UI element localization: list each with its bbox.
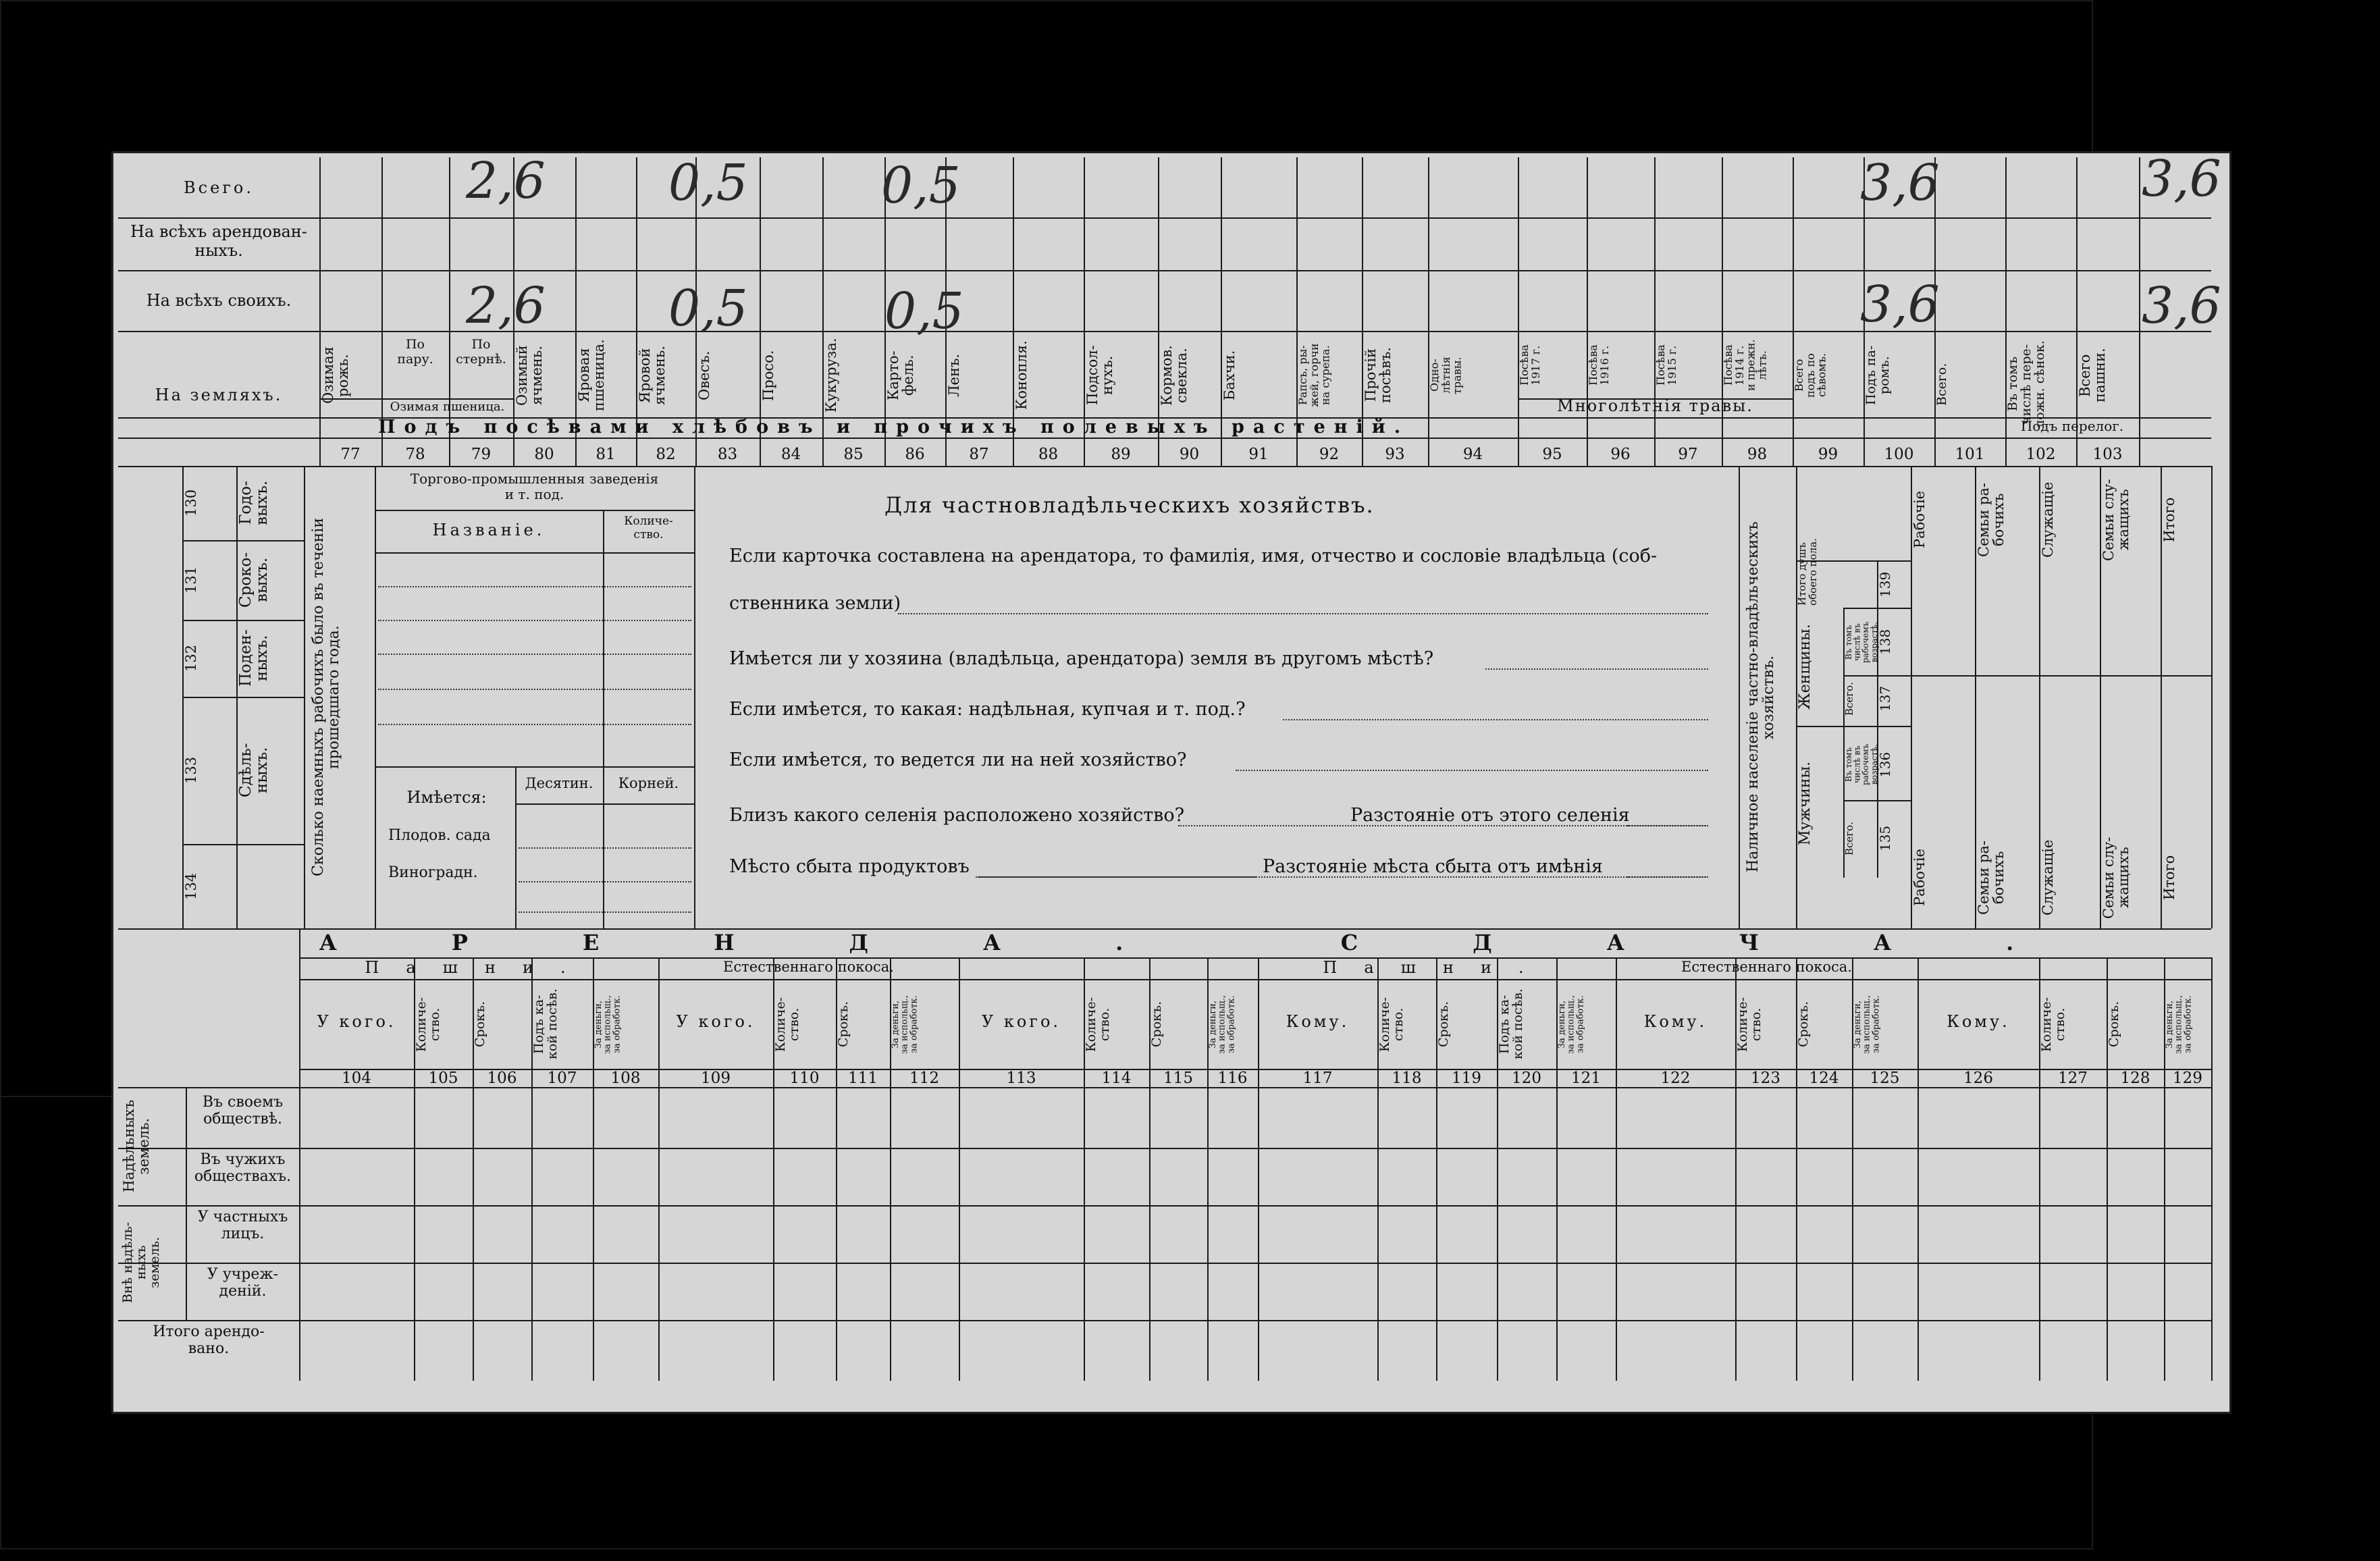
column-label: Прочій посѣвъ. [1363,347,1394,404]
staff-column-header: Итого [2161,497,2177,543]
column-number-95: 95 [1542,446,1562,463]
column-number-123: 123 [1751,1069,1780,1087]
column-label: Озимая рожь. [320,346,352,404]
question-4: Если имѣется, то какая: надѣльная, купчая и т. под.? [729,699,1246,720]
col-138-number: 138 [1877,629,1893,656]
plodov-sada-label: Плодов. сада [388,827,491,844]
column-number-94: 94 [1462,446,1483,463]
column-number-118: 118 [1392,1069,1422,1087]
dotted-fill-line [519,881,691,882]
column-label: Ленъ. [946,354,962,397]
muzhchiny-label: Мужчины. [1797,761,1814,846]
column-label: За деньги, за испольщ., за обработк. [593,995,623,1054]
column-label: Въ томъ числѣ пере- ложн. сѣнок. [2005,340,2047,428]
column-label: Яровая пшеница. [576,339,608,412]
col-135-number: 135 [1877,825,1893,852]
row-label-vsego: Всего. [184,178,254,197]
column-label: За деньги, за испольщ., за обработк. [1208,995,1237,1054]
grid-line [118,438,2211,439]
dotted-fill-line [378,620,691,621]
column-number-119: 119 [1452,1069,1481,1087]
column-label: Кому. [1643,1012,1708,1031]
naemnyh-rabochih-header: Сколько наемныхъ рабочихъ было въ теченіи прошедшаго года. [310,518,343,877]
column-number-103: 103 [2092,446,2123,463]
column-label: Посѣва 1915 г. [1654,344,1678,386]
column-label: Подъ па- ромъ. [1863,345,1892,406]
column-number-99: 99 [1818,446,1839,463]
column-label: Посѣва 1917 г. [1518,344,1542,386]
private-farms-title: Для частновладѣльческихъ хозяйствъ. [884,492,1375,518]
column-number-84: 84 [781,446,801,463]
grid-line [515,803,694,805]
column-number-87: 87 [969,446,989,463]
ozimaya-pshenica-group: Озимая пшеница. [390,400,505,414]
worker-column-label: Сроко- выхъ. [237,552,271,608]
torg-prom-title: Торгово-промышленныя заведенія и т. под. [410,471,659,502]
column-label: Количе- ство. [414,997,442,1052]
column-label: Срокъ. [1149,1001,1164,1048]
imeetsya-label: Имѣется: [406,788,487,807]
worker-column-number: 131 [183,566,199,594]
column-label: Просо. [760,350,776,401]
dotted-fill-line [1236,770,1708,771]
bottom-row-label: У частныхъ лицъ. [197,1209,288,1243]
grid-line [603,510,604,766]
column-number-121: 121 [1571,1069,1601,1087]
dotted-fill-line [378,654,691,655]
staff-column-header: Служащіе [2040,481,2056,558]
col-137-number: 137 [1877,685,1893,712]
column-number-108: 108 [610,1069,641,1087]
dotted-fill-line [1178,825,1344,826]
column-number-97: 97 [1678,446,1698,463]
zhenshchiny-label: Женщины. [1797,624,1814,710]
column-number-105: 105 [428,1069,458,1087]
column-label: Срокъ. [1796,1001,1811,1048]
column-label: Конопля. [1013,340,1030,411]
column-number-113: 113 [1006,1069,1036,1087]
question-5-distance: Разстояніе отъ этого селенія [1350,805,1630,826]
question-6: Близъ какого селенія расположено хозяйство? [729,805,1185,826]
col-138-label: Въ томъ числѣ въ рабочемъ возрастѣ. [1844,621,1879,663]
handwritten-value: 0,5 [668,280,748,338]
dotted-fill-line [1283,719,1708,720]
column-label: Всего пашни. [2077,348,2109,403]
grid-line [694,466,695,928]
vne-nadelnyh-label: Внѣ надѣль- ныхъ земель. [120,1221,162,1304]
column-number-93: 93 [1385,446,1405,463]
column-label: Кому. [1286,1012,1350,1031]
column-number-80: 80 [534,446,554,463]
question-6-distance: Разстояніе мѣста сбыта отъ имѣнія [1263,856,1603,877]
column-number-122: 122 [1660,1069,1691,1087]
bottom-column-divider [2211,957,2213,1381]
col-136-number: 136 [1877,751,1893,778]
grid-line [118,217,2211,219]
dotted-fill-line [378,586,691,587]
column-label: Количе- ство. [1377,997,1406,1052]
arenda-title: АРЕНДА. [319,930,1238,955]
column-label: Количе- ство. [773,997,801,1052]
itogo-arendovano-label: Итого арендо- вано. [153,1323,265,1358]
grid-line [1739,466,1740,928]
grid-line [118,1205,186,1207]
arenda-pashni-group: Пашни. [365,958,593,977]
column-number-77: 77 [340,446,361,463]
bottom-row-label: Въ чужихъ обществахъ. [194,1151,292,1186]
col-139-number: 139 [1877,571,1893,598]
column-number-79: 79 [471,446,492,463]
handwritten-value: 0,5 [668,154,748,212]
column-label: По пару. [397,337,433,367]
handwritten-value: 2,6 [466,277,546,335]
column-label: Одно- лѣтнія травы. [1428,356,1464,394]
sdacha-title: СДАЧА. [1340,930,2129,955]
column-label: Подсол- нухъ. [1084,345,1116,406]
handwritten-value: 3,6 [1860,154,1940,212]
column-label: Срокъ. [1436,1001,1451,1048]
column-label: Озимый ячмень. [514,345,546,406]
row-label-svoih: На всѣхъ своихъ. [146,291,292,310]
worker-column-number: 130 [183,489,199,517]
column-label: Кормов. свекла. [1159,345,1190,406]
column-number-117: 117 [1302,1069,1333,1087]
question-1: Если карточка составлена на арендатора, то фамилія, имя, отчество и сословіе владѣльца (соб- [729,546,1658,566]
column-label: Подъ ка- кой посѣв. [1497,988,1525,1060]
dotted-fill-line [1627,825,1708,826]
column-label: Рапсъ, ры- жей, горчи на сурепа. [1296,343,1332,408]
column-label: Кукуруза. [823,338,839,413]
col-135-label: Всего. [1843,822,1855,855]
row-label-na-zemlyah: На земляхъ. [155,386,283,404]
grid-line [182,844,304,845]
column-number-116: 116 [1217,1069,1248,1087]
vinogradnik-label: Виноградн. [388,864,478,881]
column-label: Количе- ство. [1084,997,1112,1052]
staff-column-header: Семьи слу- жащихъ [2100,479,2132,561]
grid-line [182,620,304,621]
column-label: У кого. [676,1012,756,1031]
dotted-fill-line [1485,668,1708,670]
grid-line [1796,726,1911,727]
question-2: ственника земли) [729,593,901,614]
mnogoletnie-travy-group: Многолѣтнія травы. [1557,396,1753,415]
column-label: По стернѣ. [456,337,506,367]
column-label: Количе- ство. [2039,997,2067,1052]
grid-line [2139,157,2140,466]
question-5: Если имѣется, то ведется ли на ней хозяйство? [729,749,1187,770]
column-number-128: 128 [2120,1069,2150,1087]
nalichnoe-naselenie-header: Наличное населеніе частно-владѣльческихъ хозяйствъ. [1745,521,1778,873]
column-number-129: 129 [2173,1069,2202,1087]
staff-column-header: Семьи слу- жащихъ [2100,837,2132,919]
staff-column-header: Итого [2161,855,2177,901]
column-number-126: 126 [1963,1069,1993,1087]
pod-perelog-group: Подъ перелог. [2020,418,2124,434]
grid-line [118,1263,2211,1264]
staff-column-header: Рабочіе [1911,491,1928,549]
nazvanie-header: Названіе. [432,521,546,539]
dotted-fill-line [378,689,691,690]
column-number-100: 100 [1884,446,1914,463]
bottom-row-label: У учреж- деній. [207,1266,279,1300]
grid-line [118,1087,2211,1088]
handwritten-value: 3,6 [2142,277,2221,335]
column-number-107: 107 [547,1069,577,1087]
staff-column-header: Рабочіе [1911,849,1928,907]
column-number-109: 109 [701,1069,731,1087]
grid-line [186,1087,187,1320]
top-column-divider [319,157,321,466]
column-number-111: 111 [848,1069,878,1087]
column-label: За деньги, за испольщ., за обработк. [2165,995,2194,1054]
desyatin-header: Десятин. [525,775,593,791]
column-number-91: 91 [1248,446,1269,463]
arenda-pokos-group: Естественнаго покоса. [723,959,894,975]
column-number-104: 104 [342,1069,371,1087]
question-7: Мѣсто сбыта продуктовъ [729,856,970,877]
column-number-114: 114 [1101,1069,1132,1087]
column-label: Посѣва 1914 г. и прежн. лѣтъ. [1722,339,1769,392]
column-label: У кого. [317,1012,396,1031]
grid-line [1843,800,1911,801]
kolichestvo-header: Количе- ство. [624,514,673,541]
grid-line [299,979,1258,980]
grid-line [118,1148,2211,1149]
dotted-fill-line [519,847,691,849]
column-label: Овесъ. [696,350,712,400]
worker-column-label: Сдѣль- ныхъ. [237,743,271,798]
column-label: Срокъ. [473,1001,487,1048]
sdacha-pokos-group: Естественнаго покоса. [1681,959,1852,975]
korney-header: Корней. [618,775,679,791]
worker-column-label: Годо- выхъ. [237,480,271,526]
top-table-bottom [118,466,2211,467]
column-label: Посѣва 1916 г. [1587,344,1611,386]
column-number-89: 89 [1111,446,1131,463]
grid-line [375,552,694,554]
bottom-row-label: Въ своемъ обществѣ. [202,1094,284,1128]
column-label: За деньги, за испольщ., за обработк. [891,995,920,1054]
column-number-110: 110 [789,1069,820,1087]
dotted-fill-line [519,911,691,913]
column-number-83: 83 [717,446,738,463]
column-number-82: 82 [656,446,676,463]
grid-line [2005,438,2139,439]
banner-pod-posevami: Подъ посѣвами хлѣбовъ и прочихъ полевыхъ растеній. [378,417,1410,438]
column-number-92: 92 [1319,446,1340,463]
column-number-115: 115 [1163,1069,1193,1087]
column-label: Всего подъ по сѣвомъ. [1793,353,1828,398]
col-137-label: Всего. [1843,682,1855,716]
column-label: Кому. [1947,1012,2010,1031]
column-number-81: 81 [596,446,616,463]
column-label: Подъ ка- кой посѣв. [531,988,560,1060]
grid-line [1843,608,1911,609]
column-number-78: 78 [405,446,425,463]
grid-line [375,766,694,768]
dotted-fill-line [976,876,1256,878]
staff-column-header: Семьи ра- бочихъ [1976,841,2007,915]
column-label: Яровой ячмень. [637,346,668,405]
column-label: У кого. [981,1012,1061,1031]
worker-column-number: 134 [183,872,199,900]
handwritten-value: 2,6 [466,152,546,210]
column-label: Бахчи. [1221,350,1238,401]
column-number-90: 90 [1179,446,1200,463]
column-number-127: 127 [2058,1069,2088,1087]
staff-column-header: Семьи ра- бочихъ [1976,483,2007,557]
question-3: Имѣется ли у хозяина (владѣльца, арендатора) земля въ другомъ мѣстѣ? [729,648,1434,669]
handwritten-value: 3,6 [1860,275,1940,334]
column-label: Срокъ. [836,1001,851,1048]
grid-line [118,1205,2211,1207]
handwritten-value: 0,5 [881,157,961,215]
handwritten-value: 3,6 [2142,150,2221,208]
grid-line [118,270,2211,271]
column-number-124: 124 [1809,1069,1839,1087]
row-label-arendovannyh: На всѣхъ арендован- ныхъ. [130,222,307,260]
column-number-88: 88 [1038,446,1059,463]
grid-line [182,540,304,541]
column-label: Карто- фель. [885,350,917,400]
column-number-98: 98 [1747,446,1768,463]
worker-column-number: 132 [183,644,199,672]
worker-column-number: 133 [183,756,199,785]
worker-column-label: Поден- ныхъ. [237,629,271,687]
column-label: Срокъ. [2107,1001,2121,1048]
col-139-label: Итого обоего [1796,570,1819,606]
grid-line [304,466,305,928]
column-label: Количе- ство. [1735,997,1764,1052]
nadelnyh-zemel-label: Надѣльныхъ земель. [121,1099,153,1193]
column-number-101: 101 [1955,446,1985,463]
column-number-86: 86 [905,446,925,463]
column-number-106: 106 [487,1069,517,1087]
grid-line [2211,466,2213,928]
grid-line [182,697,304,698]
grid-line [1911,675,2211,677]
column-label: Всего. [1934,363,1949,406]
column-number-96: 96 [1610,446,1631,463]
dotted-fill-line [378,724,691,725]
column-number-112: 112 [909,1069,939,1087]
column-number-120: 120 [1512,1069,1541,1087]
grid-line [118,1320,2211,1321]
dotted-fill-line [898,613,1708,614]
column-number-125: 125 [1870,1069,1900,1087]
column-number-102: 102 [2026,446,2056,463]
column-label: За деньги, за испольщ., за обработк. [1853,995,1882,1054]
column-number-85: 85 [843,446,864,463]
col-136-label: Въ томъ числѣ въ рабочемъ возрастѣ. [1844,743,1879,786]
staff-column-header: Служащіе [2040,839,2056,916]
grid-line [375,510,694,511]
handwritten-value: 0,5 [884,282,964,340]
column-label: За деньги, за испольщ., за обработк. [1557,995,1586,1054]
dotted-fill-line [1627,876,1708,878]
grid-line [1258,979,2211,980]
sdacha-pashni-group: Пашни. [1323,958,1551,977]
